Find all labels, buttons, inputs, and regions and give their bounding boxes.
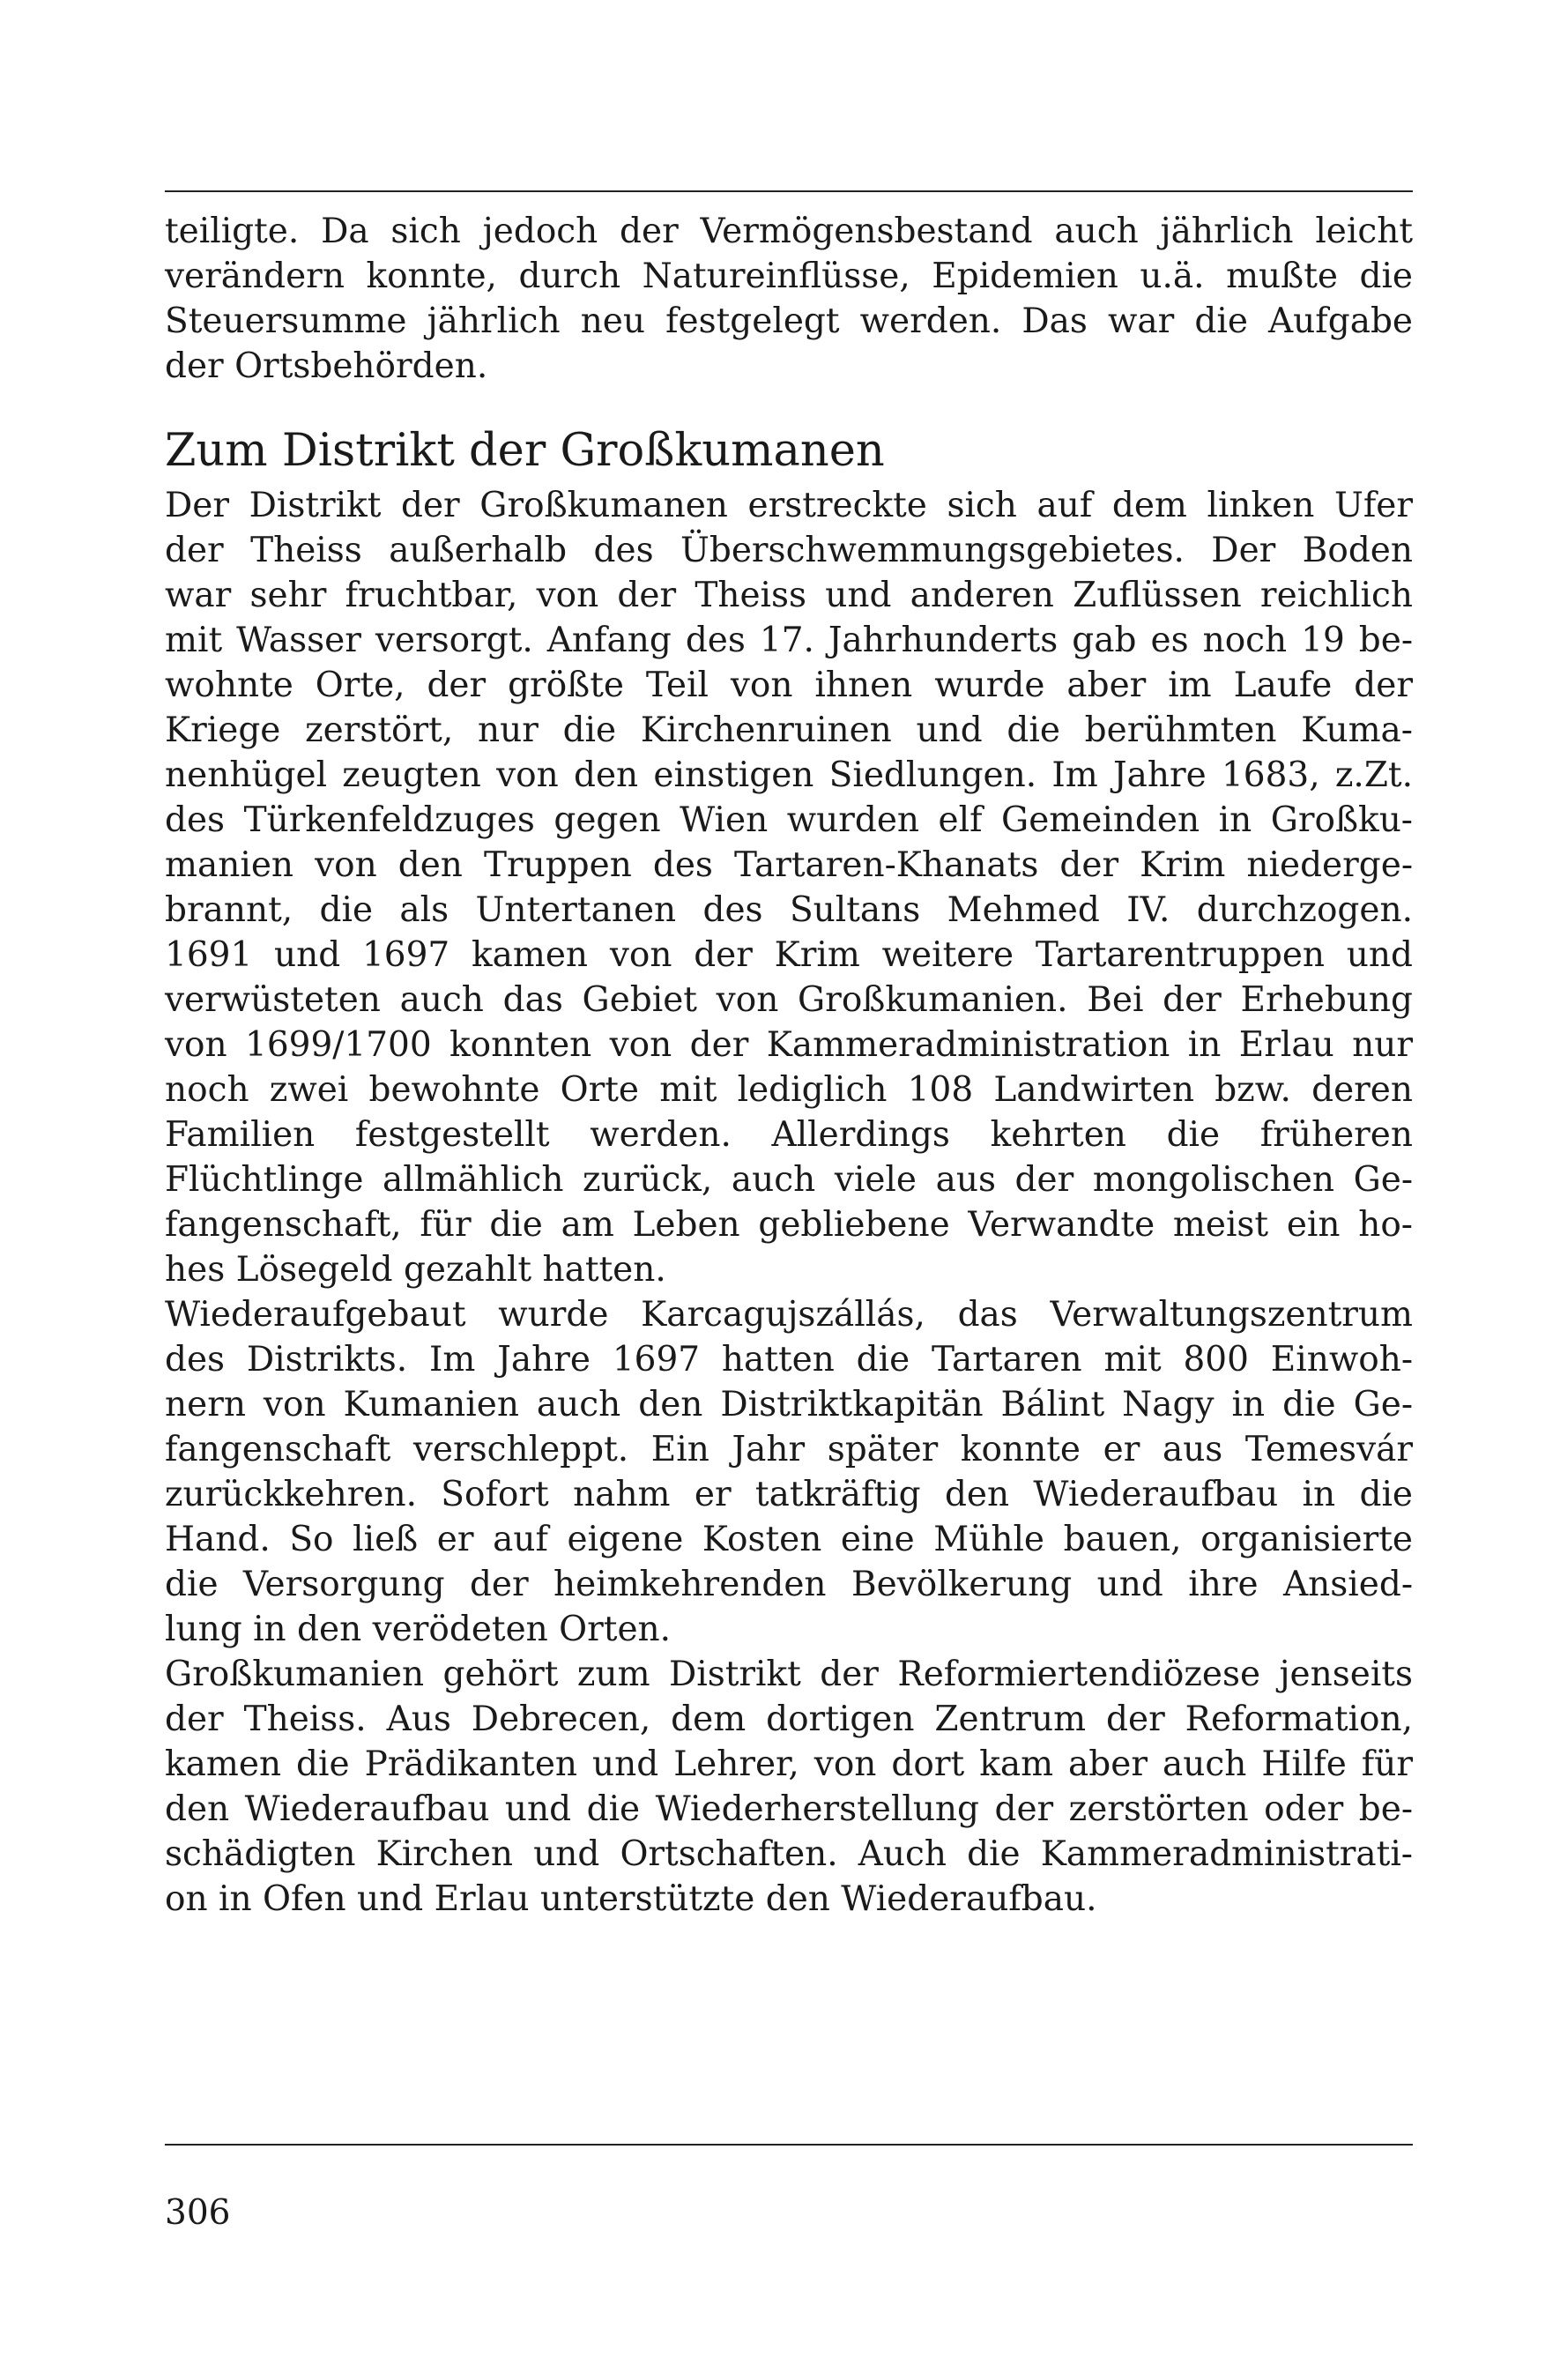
- text-line: von 1699/1700 konnten von der Kammeradministration in Erlau nur: [165, 1025, 1413, 1065]
- text-line: Wiederaufgebaut wurde Karcagujszállás, das Verwaltungszentrum: [165, 1295, 1413, 1335]
- text-line: on in Ofen und Erlau unterstützte den Wiederaufbau.: [165, 1879, 1097, 1919]
- text-line: schädigten Kirchen und Ortschaften. Auch die Kammeradministrati-: [165, 1834, 1413, 1874]
- text-line: fangenschaft verschleppt. Ein Jahr später konnte er aus Temesvár: [165, 1430, 1413, 1469]
- text-line: der Theiss. Aus Debrecen, dem dortigen Zentrum der Reformation,: [165, 1699, 1413, 1739]
- text-line: kamen die Prädikanten und Lehrer, von dort kam aber auch Hilfe für: [165, 1744, 1413, 1784]
- text-line: der Ortsbehörden.: [165, 346, 488, 386]
- text-line: die Versorgung der heimkehrenden Bevölkerung und ihre Ansied-: [165, 1565, 1413, 1604]
- text-line: Flüchtlinge allmählich zurück, auch viele aus der mongolischen Ge-: [165, 1160, 1413, 1200]
- text-line: Hand. So ließ er auf eigene Kosten eine Mühle bauen, organisierte: [165, 1520, 1413, 1559]
- text-line: 1691 und 1697 kamen von der Krim weitere Tartarentruppen und: [165, 935, 1413, 975]
- section-heading: Zum Distrikt der Großkumanen: [165, 425, 885, 477]
- text-line: nern von Kumanien auch den Distriktkapitän Bálint Nagy in die Ge-: [165, 1385, 1413, 1424]
- text-line: brannt, die als Untertanen des Sultans Mehmed IV. durchzogen.: [165, 890, 1413, 930]
- intro-paragraph: [165, 209, 1413, 389]
- text-line: den Wiederaufbau und die Wiederherstellung der zerstörten oder be-: [165, 1789, 1413, 1829]
- text-line: Steuersumme jährlich neu festgelegt werden. Das war die Aufgabe: [165, 301, 1413, 341]
- bottom-rule: [165, 2144, 1413, 2146]
- text-line: nenhügel zeugten von den einstigen Siedlungen. Im Jahre 1683, z.Zt.: [165, 755, 1413, 795]
- text-line: manien von den Truppen des Tartaren-Khanats der Krim niederge-: [165, 845, 1413, 885]
- text-line: fangenschaft, für die am Leben gebliebene Verwandte meist ein ho-: [165, 1205, 1413, 1245]
- text-line: des Distrikts. Im Jahre 1697 hatten die Tartaren mit 800 Einwoh-: [165, 1340, 1413, 1380]
- text-line: lung in den verödeten Orten.: [165, 1610, 672, 1649]
- text-line: verändern konnte, durch Natureinflüsse, Epidemien u.ä. mußte die: [165, 257, 1413, 296]
- text-line: Familien festgestellt werden. Allerdings kehrten die früheren: [165, 1115, 1413, 1155]
- text-line: Kriege zerstört, nur die Kirchenruinen und die berühmten Kuma-: [165, 710, 1413, 750]
- text-line: Großkumanien gehört zum Distrikt der Reformiertendiözese jenseits: [165, 1655, 1413, 1694]
- text-line: noch zwei bewohnte Orte mit lediglich 108 Landwirten bzw. deren: [165, 1070, 1413, 1110]
- text-line: mit Wasser versorgt. Anfang des 17. Jahrhunderts gab es noch 19 be-: [165, 621, 1413, 660]
- text-line: hes Lösegeld gezahlt hatten.: [165, 1250, 666, 1290]
- text-line: der Theiss außerhalb des Überschwemmungsgebietes. Der Boden: [165, 531, 1413, 570]
- text-line: verwüsteten auch das Gebiet von Großkumanien. Bei der Erhebung: [165, 980, 1413, 1020]
- page-number: 306: [165, 2193, 231, 2233]
- text-line: Der Distrikt der Großkumanen erstreckte sich auf dem linken Ufer: [165, 486, 1413, 525]
- section-body: [165, 483, 1413, 1922]
- top-rule: [165, 190, 1413, 192]
- text-line: des Türkenfeldzuges gegen Wien wurden elf Gemeinden in Großku-: [165, 800, 1413, 840]
- text-line: war sehr fruchtbar, von der Theiss und anderen Zuflüssen reichlich: [165, 576, 1413, 615]
- text-line: wohnte Orte, der größte Teil von ihnen wurde aber im Laufe der: [165, 666, 1413, 705]
- text-line: teiligte. Da sich jedoch der Vermögensbestand auch jährlich leicht: [165, 212, 1413, 251]
- text-line: zurückkehren. Sofort nahm er tatkräftig den Wiederaufbau in die: [165, 1475, 1413, 1514]
